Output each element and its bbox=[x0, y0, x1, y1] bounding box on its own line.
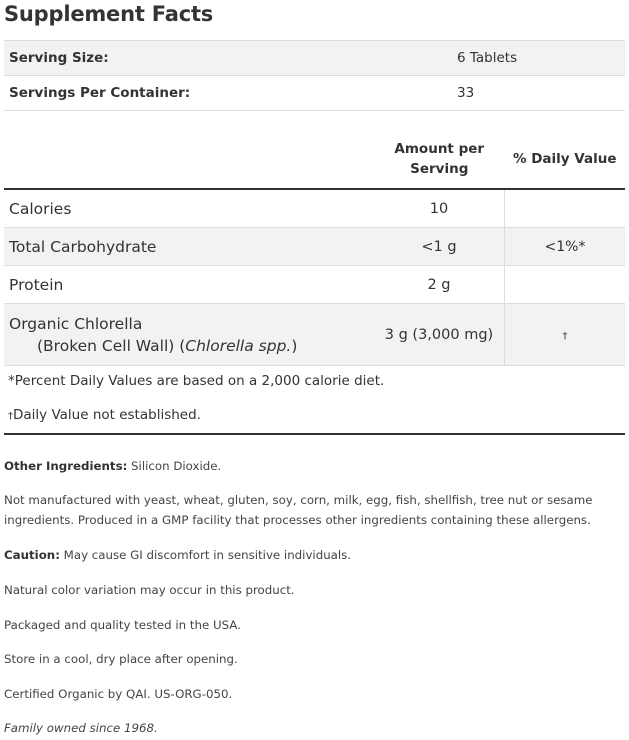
nutrient-name: Organic Chlorella bbox=[9, 314, 143, 333]
other-ingredients bbox=[4, 456, 614, 476]
nutrient-amount: 3 g (3,000 mg) bbox=[374, 304, 505, 366]
table-row bbox=[4, 304, 625, 366]
percent-daily-footnote: *Percent Daily Values are based on a 2,000 calorie diet. bbox=[8, 373, 385, 389]
nutrient-name: Protein bbox=[4, 266, 374, 304]
table-row bbox=[4, 266, 625, 304]
nutrient-name: Calories bbox=[4, 189, 374, 228]
nutrient-amount: 2 g bbox=[374, 266, 505, 304]
nutrient-dv bbox=[505, 189, 626, 228]
nutrient-dv: <1%* bbox=[505, 228, 626, 266]
nutrient-subname-suffix: ) bbox=[291, 336, 298, 355]
packaged-note: Packaged and quality tested in the USA. bbox=[4, 618, 241, 632]
nutrient-dv bbox=[505, 266, 626, 304]
nutrient-name: Total Carbohydrate bbox=[4, 228, 374, 266]
dagger-symbol: † bbox=[8, 411, 13, 422]
page-title: Supplement Facts bbox=[4, 2, 214, 26]
divider bbox=[4, 433, 625, 435]
other-ingredients-text: Silicon Dioxide. bbox=[127, 459, 222, 473]
serving-size-value: 6 Tablets bbox=[374, 41, 625, 76]
nutrient-subname bbox=[9, 337, 369, 355]
serving-size-label: Serving Size: bbox=[4, 41, 374, 76]
storage-note: Store in a cool, dry place after opening. bbox=[4, 652, 238, 666]
amount-header bbox=[374, 130, 505, 189]
nutrient-species: Chlorella spp. bbox=[185, 336, 292, 355]
allergen-statement: Not manufactured with yeast, wheat, gluten, soy, corn, milk, egg, fish, shellfish, tree nut or sesame ingredients. Produced in a GMP facility that processes other ingredients containing these allergens. bbox=[4, 493, 593, 527]
nutrient-name-header bbox=[4, 130, 374, 189]
servings-per-container-value: 33 bbox=[374, 76, 625, 111]
nutrient-table-header bbox=[4, 130, 625, 189]
daily-value-header: % Daily Value bbox=[505, 130, 626, 189]
other-ingredients-label: Other Ingredients: bbox=[4, 459, 128, 473]
nutrient-dv-cell bbox=[505, 304, 626, 366]
caution-label: Caution: bbox=[4, 548, 60, 562]
servings-per-container-label: Servings Per Container: bbox=[4, 76, 374, 111]
certified-note: Certified Organic by QAI. US-ORG-050. bbox=[4, 687, 233, 701]
nutrient-amount: <1 g bbox=[374, 228, 505, 266]
serving-table bbox=[4, 40, 625, 111]
amount-header-line1: Amount per bbox=[394, 141, 485, 157]
dagger-footnote bbox=[8, 407, 201, 423]
nutrient-amount: 10 bbox=[374, 189, 505, 228]
table-row bbox=[4, 228, 625, 266]
nutrient-table bbox=[4, 130, 625, 366]
table-row bbox=[4, 189, 625, 228]
amount-header-line2: Serving bbox=[410, 161, 469, 177]
caution-text: May cause GI discomfort in sensitive individuals. bbox=[59, 548, 352, 562]
nutrient-dv: † bbox=[562, 330, 568, 342]
serving-size-row bbox=[4, 41, 625, 76]
dagger-footnote-text: Daily Value not established. bbox=[13, 407, 201, 423]
servings-per-container-row bbox=[4, 76, 625, 111]
color-variation-note: Natural color variation may occur in this product. bbox=[4, 583, 295, 597]
nutrient-subname-prefix: (Broken Cell Wall) ( bbox=[37, 336, 186, 355]
nutrient-name-cell bbox=[4, 304, 374, 366]
family-owned-note: Family owned since 1968. bbox=[4, 721, 158, 735]
caution-statement bbox=[4, 545, 614, 565]
